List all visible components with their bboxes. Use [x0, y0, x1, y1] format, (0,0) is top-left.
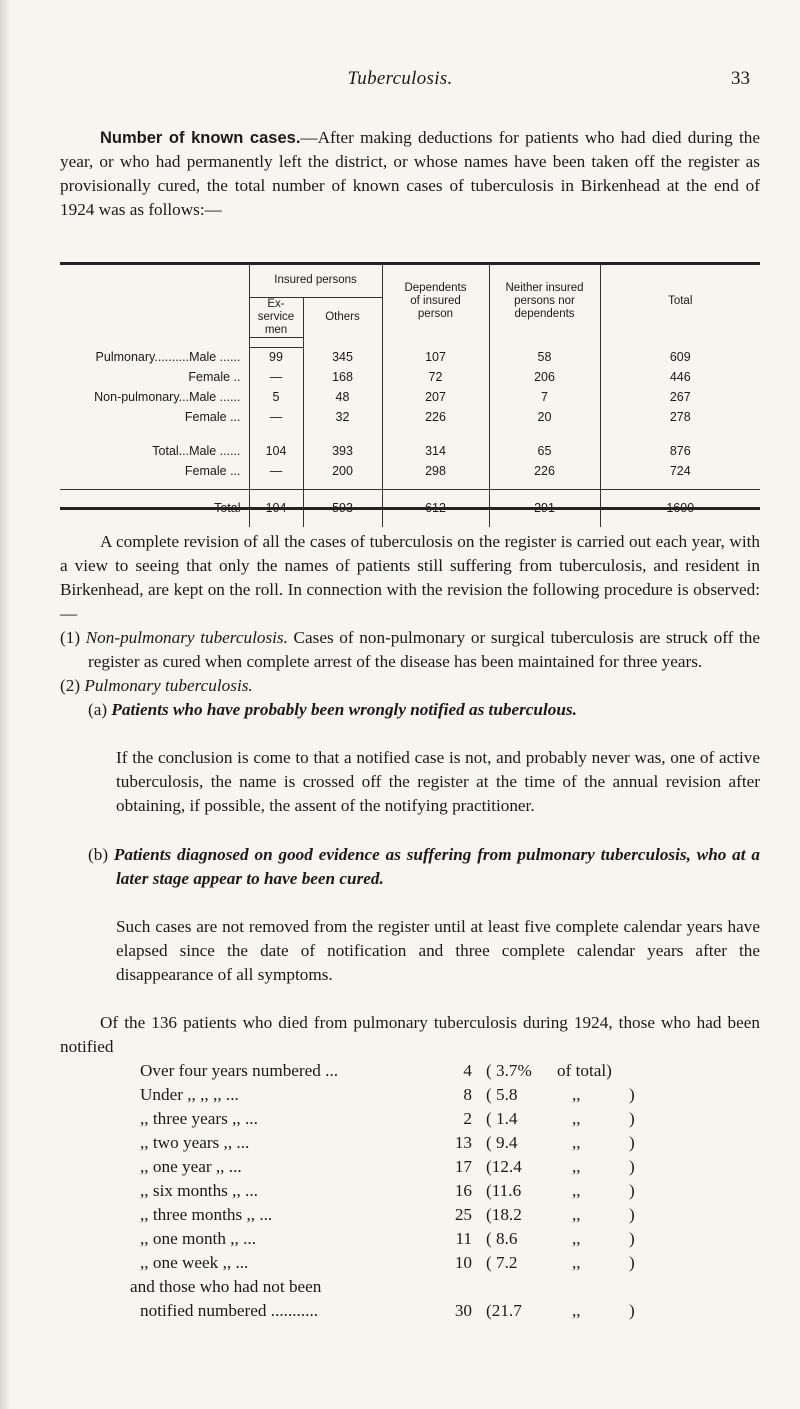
- stat-close: ): [629, 1085, 635, 1104]
- stat-percent: (11.6: [486, 1181, 522, 1200]
- stat-of: ,,: [572, 1133, 581, 1152]
- item1-title: Non-pulmonary tuberculosis.: [85, 628, 294, 647]
- cell-ex: 104: [249, 441, 303, 461]
- item-non-pulmonary: [60, 626, 760, 674]
- stat-count: 10: [454, 1253, 472, 1272]
- item2-title: Pulmonary tuberculosis.: [84, 676, 253, 695]
- stat-percent: ( 8.6: [486, 1229, 518, 1248]
- row-label: Non-pulmonary...Male ......: [94, 390, 241, 404]
- item2a-title: Patients who have probably been wrongly notified as tuberculous.: [111, 700, 577, 719]
- stat-close: ): [629, 1205, 635, 1224]
- stat-of: ,,: [572, 1109, 581, 1128]
- table-row: [60, 461, 760, 481]
- cell-neither: 206: [489, 367, 600, 387]
- cell-others: 200: [303, 461, 382, 481]
- cell-ex: 5: [249, 387, 303, 407]
- row-label: Pulmonary..........Male ......: [95, 350, 241, 364]
- cell-others: 393: [303, 441, 382, 461]
- stat-label: ,, six months ,, ...: [140, 1181, 258, 1200]
- stat-count: 17: [454, 1157, 472, 1176]
- cell-dependents: 72: [382, 367, 489, 387]
- cell-neither: 65: [489, 441, 600, 461]
- cell-neither: 58: [489, 347, 600, 367]
- item1-number: (1): [60, 628, 81, 647]
- stat-count: 16: [454, 1181, 472, 1200]
- stat-label: ,, one year ,, ...: [140, 1157, 242, 1176]
- table-row: [60, 441, 760, 461]
- row-label: Female ..: [188, 370, 241, 384]
- stat-close: ): [629, 1133, 635, 1152]
- item2b-title: Patients diagnosed on good evidence as suffering from pulmonary tuberculosis, who at a later stage appear to have been cured.: [113, 845, 760, 888]
- item2a-text: If the conclusion is come to that a notified case is not, and probably never was, one of active tuberculosis, the name is crossed off the register at the time of the annual revision after obtaining, if possible, the assent of the notifying practitioner.: [116, 748, 760, 815]
- cell-ex: —: [249, 367, 303, 387]
- stat-percent: (21.7: [486, 1301, 522, 1320]
- running-header: [0, 68, 800, 92]
- cell-dependents: 107: [382, 347, 489, 367]
- stat-percent: (12.4: [486, 1157, 522, 1176]
- stat-of: ,,: [572, 1229, 581, 1248]
- cell-total: 876: [600, 441, 760, 461]
- header-dependents: Dependents of insured person: [382, 265, 489, 337]
- stat-percent: ( 3.7%: [486, 1061, 532, 1080]
- header-total: Total: [600, 265, 760, 337]
- stat-close: ): [629, 1253, 635, 1272]
- table-row: [60, 347, 760, 367]
- stat-close: ): [629, 1181, 635, 1200]
- cell-dependents: 226: [382, 407, 489, 427]
- row-label: Female ...: [184, 410, 241, 424]
- cases-table: [60, 265, 760, 527]
- stat-label: ,, three years ,, ...: [140, 1109, 258, 1128]
- table-row: [60, 367, 760, 387]
- header-others: Others: [303, 297, 382, 337]
- stat-close: ): [629, 1301, 635, 1320]
- cell-others: 345: [303, 347, 382, 367]
- stat-of: ,,: [572, 1157, 581, 1176]
- item2-number: (2): [60, 676, 81, 695]
- stat-percent: ( 1.4: [486, 1109, 518, 1128]
- stat-count: 25: [454, 1205, 472, 1224]
- page-number: 33: [731, 68, 750, 89]
- item2b-number: (b): [88, 845, 109, 864]
- deaths-intro: Of the 136 patients who died from pulmonary tuberculosis during 1924, those who had been notified: [60, 1013, 760, 1056]
- cell-neither: 20: [489, 407, 600, 427]
- stat-of: ,,: [572, 1301, 581, 1320]
- table-bottom-rule: [60, 507, 760, 510]
- header-insured: Insured persons: [249, 265, 382, 297]
- cell-neither: 7: [489, 387, 600, 407]
- stat-label: ,, one month ,, ...: [140, 1229, 257, 1248]
- cell-dependents: 314: [382, 441, 489, 461]
- intro-text: —After making deductions for patients who had died during the year, or who had permanently left the district, or whose names have been taken off the register as provisionally cured, the total number of known cases of tuberculosis in Birkenhead at the end of 1924 was as follows:—: [60, 128, 760, 219]
- stat-label: and those who had not been: [130, 1277, 322, 1296]
- stat-label: notified numbered ...........: [140, 1301, 319, 1320]
- cell-total: 267: [600, 387, 760, 407]
- stat-of: ,,: [572, 1205, 581, 1224]
- cell-neither: 226: [489, 461, 600, 481]
- cell-total: 278: [600, 407, 760, 427]
- running-title: Tuberculosis.: [347, 68, 453, 89]
- page-edge-shadow: [0, 0, 10, 1409]
- stat-label: Over four years numbered ...: [140, 1061, 339, 1080]
- section-lead: Number of known cases.: [100, 129, 301, 147]
- table-row: [60, 407, 760, 427]
- item2a-heading: [88, 698, 760, 722]
- intro-paragraph: [60, 126, 760, 222]
- stat-label: ,, one week ,, ...: [140, 1253, 249, 1272]
- cell-others: 32: [303, 407, 382, 427]
- item1-text: Cases of non-pulmonary or surgical tuberculosis are struck off the register as cured when complete arrest of the disease has been maintained for three years.: [88, 628, 761, 671]
- item-pulmonary: [60, 674, 760, 698]
- cell-others: 48: [303, 387, 382, 407]
- item2b-heading: [88, 843, 760, 891]
- stat-percent: ( 9.4: [486, 1133, 518, 1152]
- stat-label: ,, two years ,, ...: [140, 1133, 250, 1152]
- stat-count: 11: [455, 1229, 472, 1248]
- cell-dependents: 207: [382, 387, 489, 407]
- stat-of: ,,: [572, 1181, 581, 1200]
- stat-of: ,,: [572, 1253, 581, 1272]
- stat-percent: ( 5.8: [486, 1085, 518, 1104]
- stat-close: ): [629, 1109, 635, 1128]
- cell-total: 446: [600, 367, 760, 387]
- cell-ex: —: [249, 407, 303, 427]
- stat-close: ): [629, 1157, 635, 1176]
- stat-close: ): [629, 1229, 635, 1248]
- revision-paragraph: A complete revision of all the cases of tuberculosis on the register is carried out each year, with a view to seeing that only the names of patients still suffering from tuberculosis, and resident in Birkenhead, are kept on the roll. In connection with the revision the following procedure is observed:—: [60, 532, 760, 623]
- cell-ex: 99: [249, 347, 303, 367]
- item2a-number: (a): [88, 700, 108, 719]
- stat-of: of total): [557, 1061, 612, 1080]
- stat-count: 4: [463, 1061, 472, 1080]
- cell-ex: —: [249, 461, 303, 481]
- table-row: [60, 387, 760, 407]
- cell-others: 168: [303, 367, 382, 387]
- stat-percent: ( 7.2: [486, 1253, 518, 1272]
- stat-count: 8: [463, 1085, 472, 1104]
- cell-dependents: 298: [382, 461, 489, 481]
- stat-label: Under ,, ,, ,, ...: [140, 1085, 239, 1104]
- stat-percent: (18.2: [486, 1205, 522, 1224]
- cell-total: 609: [600, 347, 760, 367]
- row-label: Female ...: [184, 464, 241, 478]
- cell-total: 724: [600, 461, 760, 481]
- stat-label: ,, three months ,, ...: [140, 1205, 273, 1224]
- item2b-text: Such cases are not removed from the register until at least five complete calendar years have elapsed since the date of notification and three complete calendar years after the disappearance of all symptoms.: [116, 917, 760, 984]
- stat-of: ,,: [572, 1085, 581, 1104]
- row-label: Total...Male ......: [152, 444, 241, 458]
- stat-count: 2: [463, 1109, 472, 1128]
- stat-count: 30: [454, 1301, 472, 1320]
- stat-count: 13: [454, 1133, 472, 1152]
- header-ex-service: Ex-service men: [249, 297, 303, 337]
- header-blank: [60, 265, 249, 337]
- header-neither: Neither insured persons nor dependents: [489, 265, 600, 337]
